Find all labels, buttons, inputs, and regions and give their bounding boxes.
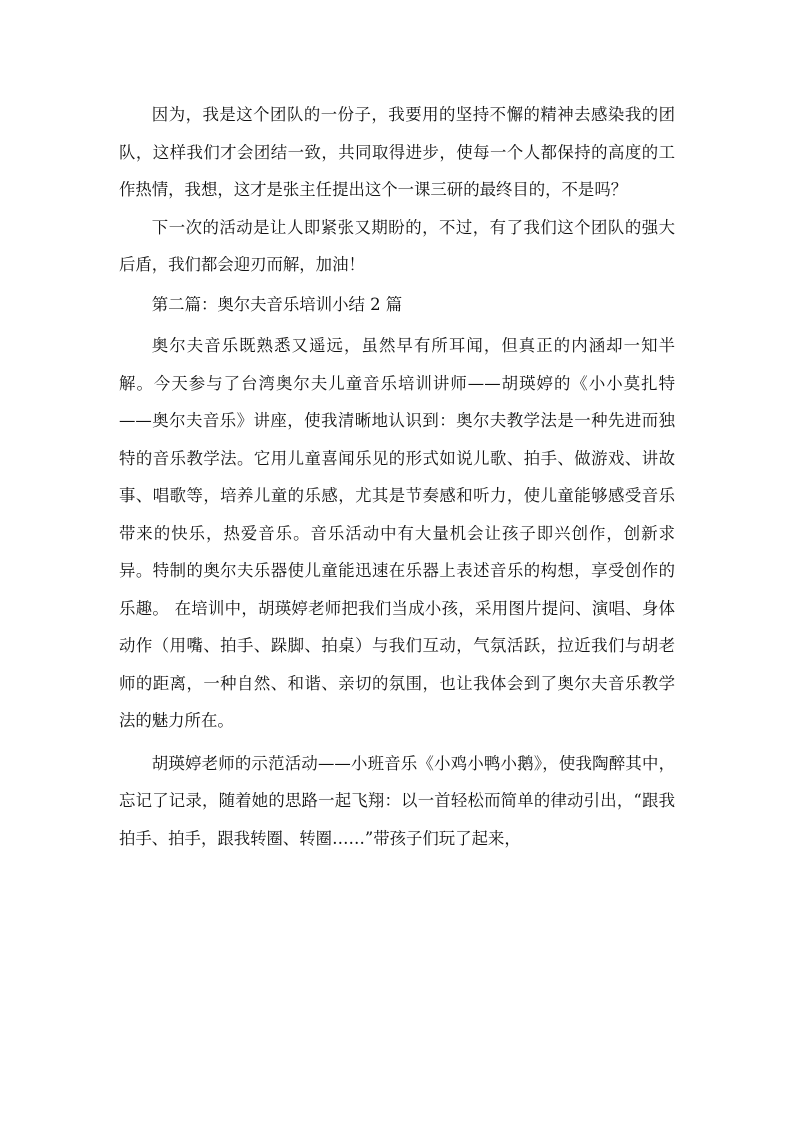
paragraph-team-spirit: 因为，我是这个团队的一份子，我要用的坚持不懈的精神去感染我的团队，这样我们才会团结一致，共同取得进步，使每一个人都保持的高度的工作热情，我想，这才是张主任提出这个一课三研的最终目的，不是吗？	[119, 105, 675, 199]
paragraph-orff-intro: 奥尔夫音乐既熟悉又遥远，虽然早有所耳闻，但真正的内涵却一知半解。今天参与了台湾奥尔夫儿童音乐培训讲师——胡瑛婷的《小小莫扎特——奥尔夫音乐》讲座，使我清晰地认识到：奥尔夫教学法是一种先进而独特的音乐教学法。它用儿童喜闻乐见的形式如说儿歌、拍手、做游戏、讲故事、唱歌等，培养儿童的乐感，尤其是节奏感和听力，使儿童能够感受音乐带来的快乐，热爱音乐。音乐活动中有大量机会让孩子即兴创作，创新求异。特制的奥尔夫乐器使儿童能迅速在乐器上表述音乐的构想，享受创作的乐趣。 在培训中，胡瑛婷老师把我们当成小孩，采用图片提问、演唱、身体动作（用嘴、拍手、跺脚、拍桌）与我们互动，气氛活跃，拉近我们与胡老师的距离，一种自然、和谐、亲切的氛围，也让我体会到了奥尔夫音乐教学法的魅力所在。	[119, 336, 675, 730]
section-heading: 第二篇：奥尔夫音乐培训小结 2 篇	[151, 294, 403, 314]
document-body	[119, 96, 675, 857]
paragraph-next-activity: 下一次的活动是让人即紧张又期盼的，不过，有了我们这个团队的强大后盾，我们都会迎刃而解，加油！	[119, 217, 675, 274]
paragraph-demo-activity: 胡瑛婷老师的示范活动——小班音乐《小鸡小鸭小鹅》，使我陶醉其中，忘记了记录，随着她的思路一起飞翔：以一首轻松而简单的律动引出，“跟我拍手、拍手，跟我转圈、转圈……”带孩子们玩了起来，	[119, 753, 675, 848]
